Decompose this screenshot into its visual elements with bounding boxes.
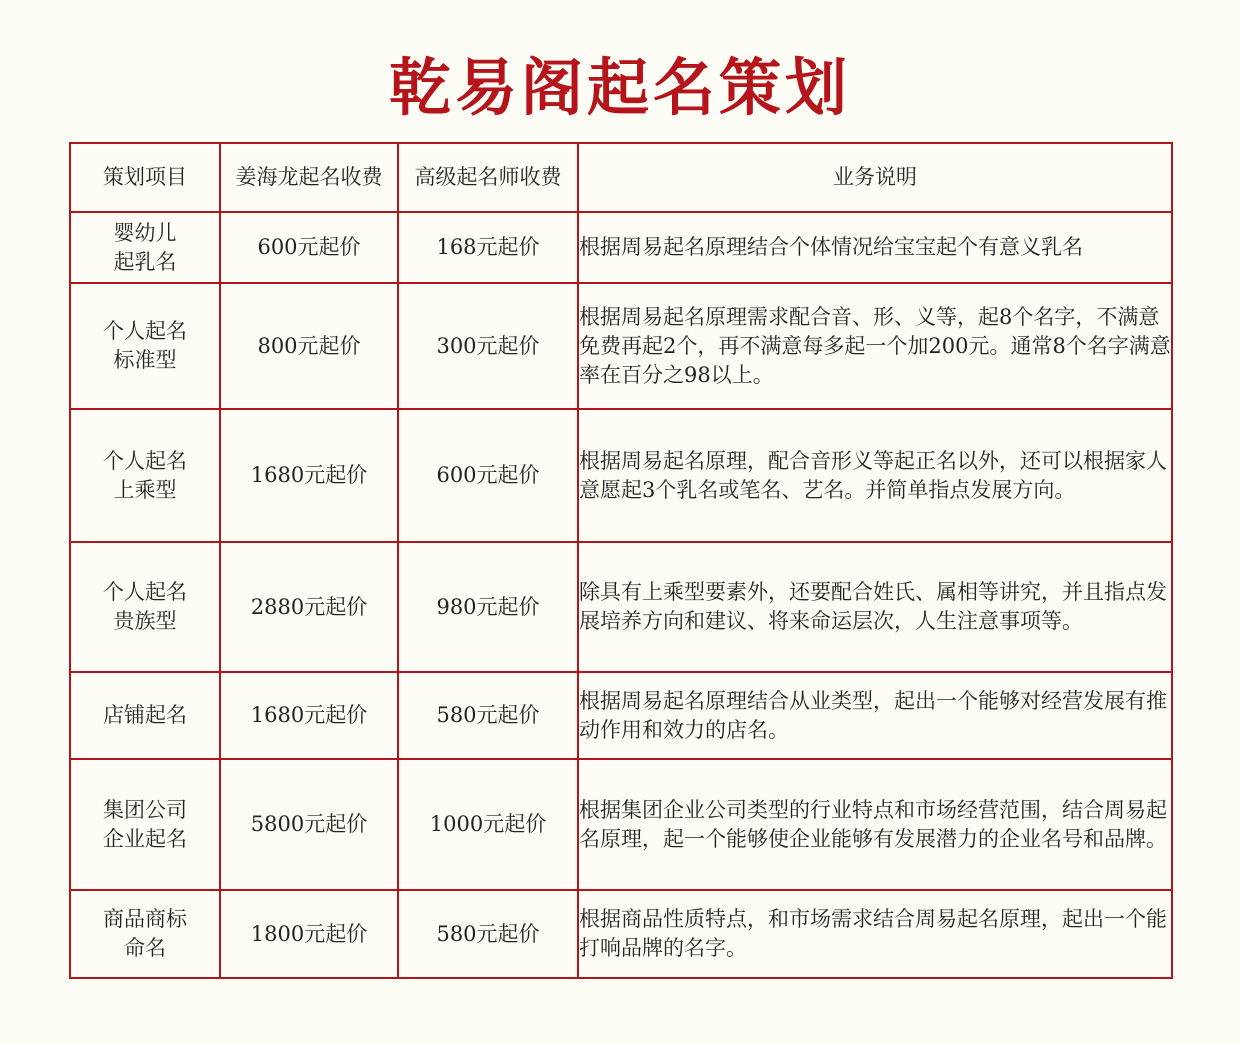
description-cell: 根据周易起名原理结合个体情况给宝宝起个有意义乳名 — [578, 212, 1172, 283]
project-cell — [70, 672, 220, 759]
table-row — [70, 542, 1172, 672]
project-cell — [70, 409, 220, 542]
table-row — [70, 890, 1172, 978]
table-row — [70, 212, 1172, 283]
description-cell: 根据商品性质特点，和市场需求结合周易起名原理，起出一个能打响品牌的名字。 — [578, 890, 1172, 978]
description-cell: 根据周易起名原理结合从业类型，起出一个能够对经营发展有推动作用和效力的店名。 — [578, 672, 1172, 759]
project-cell — [70, 283, 220, 409]
jiang-price-cell: 1680元起价 — [220, 672, 398, 759]
description-cell: 根据周易起名原理，配合音形义等起正名以外，还可以根据家人意愿起3个乳名或笔名、艺名。并简单指点发展方向。 — [578, 409, 1172, 542]
jiang-price-cell: 2880元起价 — [220, 542, 398, 672]
page-title: 乾易阁起名策划 — [388, 51, 851, 124]
project-cell — [70, 759, 220, 890]
jiang-price-cell: 600元起价 — [220, 212, 398, 283]
project-name-line: 企业起名 — [103, 826, 187, 851]
jiang-price-cell: 1800元起价 — [220, 890, 398, 978]
project-cell — [70, 890, 220, 978]
description-cell: 除具有上乘型要素外，还要配合姓氏、属相等讲究，并且指点发展培养方向和建议、将来命运层次，人生注意事项等。 — [578, 542, 1172, 672]
table-row — [70, 759, 1172, 890]
senior-price-cell: 580元起价 — [398, 672, 578, 759]
project-name-line: 个人起名 — [103, 448, 187, 473]
senior-price-cell: 168元起价 — [398, 212, 578, 283]
senior-price-cell: 600元起价 — [398, 409, 578, 542]
table-row — [70, 409, 1172, 542]
senior-price-cell: 580元起价 — [398, 890, 578, 978]
pricing-table — [69, 142, 1173, 979]
senior-price-cell: 980元起价 — [398, 542, 578, 672]
project-name-line: 个人起名 — [103, 580, 187, 604]
senior-price-cell: 1000元起价 — [398, 759, 578, 890]
header-senior-fee: 高级起名师收费 — [398, 143, 578, 212]
project-cell — [70, 212, 220, 283]
project-name-line: 集团公司 — [103, 797, 187, 822]
header-jiang-fee: 姜海龙起名收费 — [220, 143, 398, 212]
header-project: 策划项目 — [70, 143, 220, 212]
jiang-price-cell: 800元起价 — [220, 283, 398, 409]
description-cell: 根据集团企业公司类型的行业特点和市场经营范围，结合周易起名原理，起一个能够使企业能够有发展潜力的企业名号和品牌。 — [578, 759, 1172, 890]
project-name-line: 个人起名 — [103, 319, 187, 343]
header-description: 业务说明 — [578, 143, 1172, 212]
project-name-line: 贵族型 — [113, 609, 177, 633]
table-row — [70, 672, 1172, 759]
project-cell — [70, 542, 220, 672]
project-name-line: 命名 — [124, 936, 166, 960]
project-name-line: 婴幼儿 — [113, 220, 177, 245]
project-name-line: 店铺起名 — [103, 703, 187, 727]
jiang-price-cell: 5800元起价 — [220, 759, 398, 890]
jiang-price-cell: 1680元起价 — [220, 409, 398, 542]
project-name-line: 起乳名 — [113, 249, 177, 274]
project-name-line: 上乘型 — [113, 477, 177, 502]
table-header-row — [70, 143, 1172, 212]
project-name-line: 商品商标 — [103, 907, 187, 931]
project-name-line: 标准型 — [113, 348, 177, 372]
table-row — [70, 283, 1172, 409]
description-cell: 根据周易起名原理需求配合音、形、义等，起8个名字，不满意免费再起2个，再不满意每多起一个加200元。通常8个名字满意率在百分之98以上。 — [578, 283, 1172, 409]
senior-price-cell: 300元起价 — [398, 283, 578, 409]
